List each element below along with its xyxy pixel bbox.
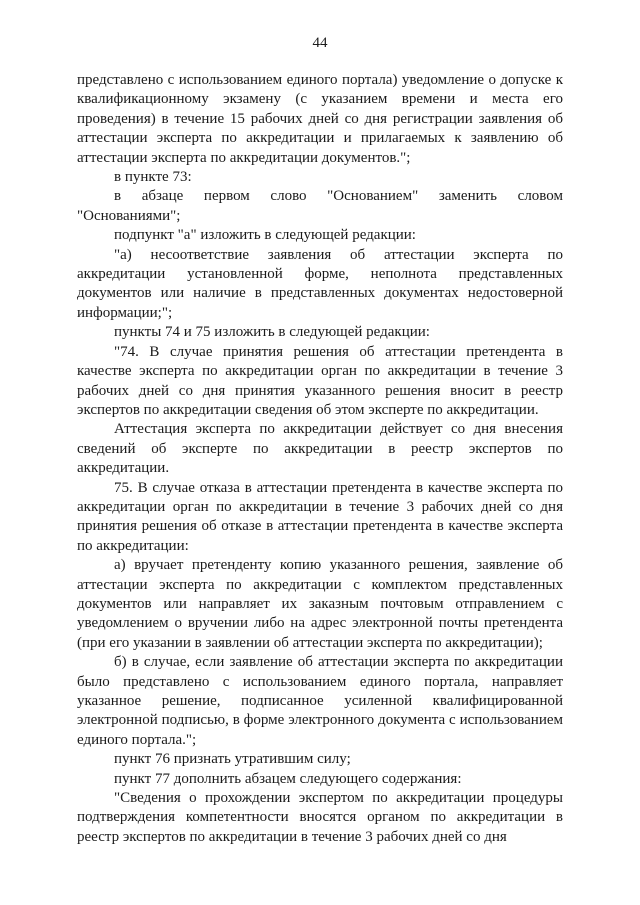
paragraph: представлено с использованием единого портала) уведомление о допуске к квалификационному экзамену (с указанием времени и места его проведения) в течение 15 рабочих дней со дня регистрации заявления об аттестации эксперта по аккредитации и прилагаемых к заявлению об аттестации эксперта по аккредитации документов.";: [77, 72, 563, 166]
paragraph: Аттестация эксперта по аккредитации действует со дня внесения сведений об эксперте по аккредитации в реестр экспертов по аккредитации.: [77, 421, 563, 477]
paragraph: 75. В случае отказа в аттестации претендента в качестве эксперта по аккредитации орган по аккредитации в течение 3 рабочих дней со дня принятия решения об отказе в аттестации претендента в качестве эксперта по аккредитации:: [77, 479, 563, 554]
paragraph: а) вручает претенденту копию указанного решения, заявление об аттестации эксперта по аккредитации с комплектом представленных документов или направляет их заказным почтовым отправлением с уведомлением о вручении либо на адрес электронной почты претендента (при его указании в заявлении об аттестации эксперта по аккредитации);: [77, 557, 563, 651]
page-number: 44: [312, 35, 328, 51]
paragraph: "а) несоответствие заявления об аттестации эксперта по аккредитации установленной форме, неполнота представленных документов или наличие в представленных документах недостоверной информации;";: [77, 246, 563, 321]
paragraph: пункт 77 дополнить абзацем следующего содержания:: [114, 770, 462, 787]
paragraph: в абзаце первом слово "Основанием" заменить словом "Основаниями";: [77, 188, 563, 224]
paragraph: пункты 74 и 75 изложить в следующей редакции:: [114, 324, 430, 341]
paragraph: пункт 76 признать утратившим силу;: [114, 751, 351, 768]
paragraph: подпункт "а" изложить в следующей редакции:: [114, 227, 416, 244]
paragraph: б) в случае, если заявление об аттестации эксперта по аккредитации было представлено с использованием единого портала, направляет указанное решение, подписанное усиленной квалифицированной электронной подписью, в форме электронного документа с использованием единого портала.";: [77, 654, 563, 748]
paragraph: в пункте 73:: [114, 169, 192, 186]
paragraph: "Сведения о прохождении экспертом по аккредитации процедуры подтверждения компетентности вносятся органом по аккредитации в реестр экспертов по аккредитации в течение 3 рабочих дней со дня: [77, 790, 563, 845]
paragraph: "74. В случае принятия решения об аттестации претендента в качестве эксперта по аккредитации орган по аккредитации в течение 3 рабочих дней со дня принятия указанного решения вносит в реестр экспертов по аккредитации сведения об этом эксперте по аккредитации.: [77, 343, 563, 418]
document-body: [77, 71, 563, 847]
